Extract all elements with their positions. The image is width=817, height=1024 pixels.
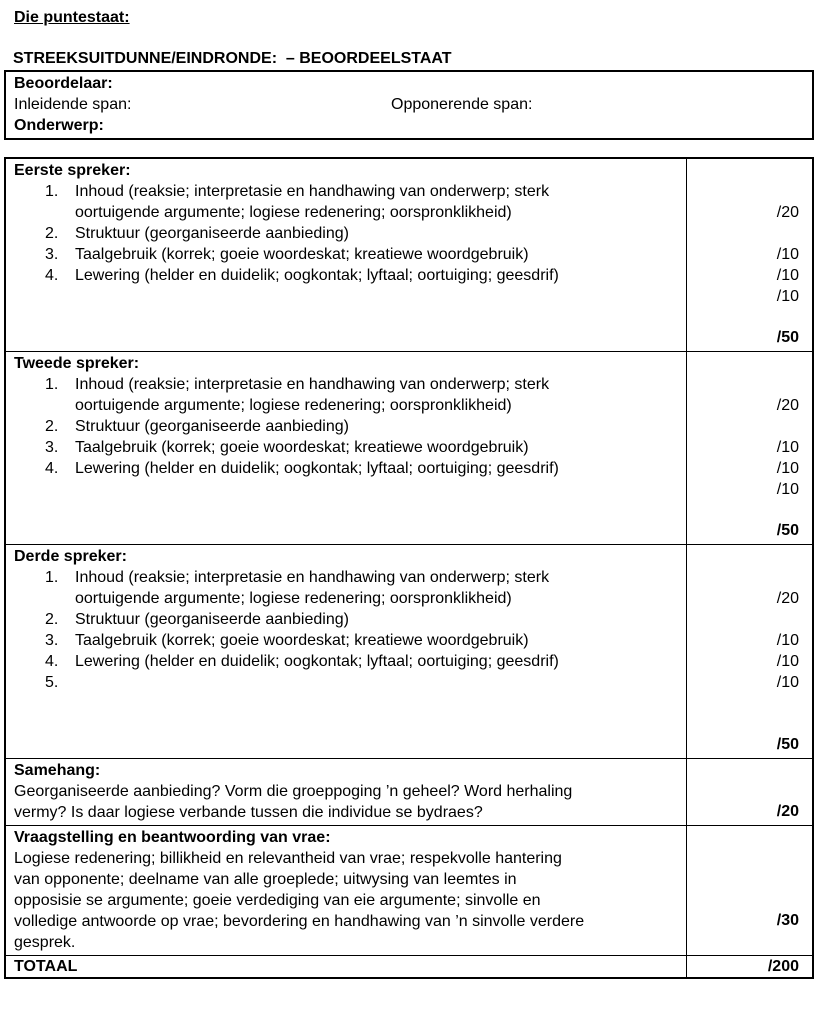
item-number: 3. <box>45 439 59 456</box>
score-inhoud: /20 <box>776 590 799 607</box>
section-subtotal: /50 <box>776 736 799 753</box>
section-heading: Tweede spreker: <box>14 355 140 372</box>
section-samehang <box>6 759 812 826</box>
item-number: 1. <box>45 376 59 393</box>
score-totaal: /200 <box>767 958 799 975</box>
score-vraagstelling: /30 <box>776 912 799 929</box>
criteria-item-taalgebruik <box>14 244 676 265</box>
section-subtotal: /50 <box>776 329 799 346</box>
item-text <box>75 672 676 693</box>
teams-row <box>14 94 804 115</box>
criteria-item-struktuur <box>14 223 676 244</box>
section-heading: Vraagstelling en beantwoording van vrae: <box>14 829 331 846</box>
criteria-item-inhoud <box>14 374 676 416</box>
score-inhoud: /20 <box>776 204 799 221</box>
header-box <box>4 70 814 140</box>
criteria-item-taalgebruik <box>14 630 676 651</box>
score-column <box>687 352 812 544</box>
item-text: Struktuur (georganiseerde aanbieding) <box>75 225 349 242</box>
score-column <box>687 826 812 955</box>
criteria-item-lewering <box>14 651 676 672</box>
section-heading: Eerste spreker: <box>14 162 131 179</box>
item-number: 2. <box>45 611 59 628</box>
criteria-item-struktuur <box>14 609 676 630</box>
item-number: 1. <box>45 569 59 586</box>
criteria-item-inhoud <box>14 181 676 223</box>
criteria-item-lewering <box>14 458 676 479</box>
totaal-label: TOTAAL <box>6 956 687 977</box>
item-text: Inhoud (reaksie; interpretasie en handhawing van onderwerp; sterk oortuigende argumente; logiese redenering; oorspronklikheid) <box>75 376 550 414</box>
item-text: Taalgebruik (korrek; goeie woordeskat; kreatiewe woordgebruik) <box>75 439 529 456</box>
section-heading: Derde spreker: <box>14 548 127 565</box>
proposing-team-label: Inleidende span: <box>14 96 132 113</box>
item-number: 3. <box>45 246 59 263</box>
score-inhoud: /20 <box>776 397 799 414</box>
score-taalgebruik: /10 <box>776 460 799 477</box>
vraagstelling-text: Logiese redenering; billikheid en relevantheid van vrae; respekvolle hantering van opponente; deelname van alle groeplede; uitwysing van leemtes in opposisie se argumente; goeie verdediging van eie argumente; sinvolle en volledige antwoorde op vrae; bevordering en handhawing van ’n sinvolle verdere gesprek. <box>14 850 585 951</box>
criteria-item-inhoud <box>14 567 676 609</box>
judge-label: Beoordelaar: <box>14 75 113 92</box>
score-lewering: /10 <box>776 288 799 305</box>
score-lewering: /10 <box>776 481 799 498</box>
item-number: 3. <box>45 632 59 649</box>
item-number: 5. <box>45 674 59 691</box>
item-text: Lewering (helder en duidelik; oogkontak; lyftaal; oortuiging; geesdrif) <box>75 267 559 284</box>
section-vraagstelling <box>6 826 812 956</box>
item-number: 4. <box>45 460 59 477</box>
criteria-cell <box>6 826 687 955</box>
opposing-team-label: Opponerende span: <box>391 96 533 113</box>
item-number: 1. <box>45 183 59 200</box>
item-text: Inhoud (reaksie; interpretasie en handhawing van onderwerp; sterk oortuigende argumente; logiese redenering; oorspronklikheid) <box>75 569 550 607</box>
criteria-cell <box>6 352 687 544</box>
document-title: Die puntestaat: <box>14 9 130 26</box>
score-struktuur: /10 <box>776 246 799 263</box>
document-subtitle: STREEKSUITDUNNE/EINDRONDE: – BEOORDEELSTAAT <box>13 50 452 67</box>
item-text: Inhoud (reaksie; interpretasie en handhawing van onderwerp; sterk oortuigende argumente; logiese redenering; oorspronklikheid) <box>75 183 550 221</box>
criteria-item-5 <box>14 672 676 693</box>
section-second-speaker <box>6 352 812 545</box>
score-column <box>687 759 812 825</box>
samehang-text: Georganiseerde aanbieding? Vorm die groeppoging ’n geheel? Word herhaling vermy? Is daar logiese verbande tussen die individue se bydraes? <box>14 783 573 821</box>
section-totaal <box>6 956 812 977</box>
item-text: Struktuur (georganiseerde aanbieding) <box>75 611 349 628</box>
section-third-speaker <box>6 545 812 759</box>
item-number: 4. <box>45 267 59 284</box>
topic-label: Onderwerp: <box>14 117 104 134</box>
score-taalgebruik: /10 <box>776 653 799 670</box>
item-text: Lewering (helder en duidelik; oogkontak; lyftaal; oortuiging; geesdrif) <box>75 460 559 477</box>
score-struktuur: /10 <box>776 632 799 649</box>
criteria-cell <box>6 759 687 825</box>
score-table <box>4 157 814 979</box>
item-text: Taalgebruik (korrek; goeie woordeskat; kreatiewe woordgebruik) <box>75 632 529 649</box>
score-lewering: /10 <box>776 674 799 691</box>
item-text: Taalgebruik (korrek; goeie woordeskat; kreatiewe woordgebruik) <box>75 246 529 263</box>
score-samehang: /20 <box>776 803 799 820</box>
item-number: 4. <box>45 653 59 670</box>
score-column <box>687 159 812 351</box>
score-struktuur: /10 <box>776 439 799 456</box>
score-column <box>687 545 812 758</box>
item-text: Lewering (helder en duidelik; oogkontak; lyftaal; oortuiging; geesdrif) <box>75 653 559 670</box>
criteria-cell <box>6 545 687 758</box>
section-first-speaker <box>6 159 812 352</box>
item-number: 2. <box>45 418 59 435</box>
criteria-cell <box>6 159 687 351</box>
criteria-item-struktuur <box>14 416 676 437</box>
section-heading: Samehang: <box>14 762 101 779</box>
score-taalgebruik: /10 <box>776 267 799 284</box>
criteria-item-lewering <box>14 265 676 286</box>
criteria-item-taalgebruik <box>14 437 676 458</box>
section-subtotal: /50 <box>776 522 799 539</box>
item-text: Struktuur (georganiseerde aanbieding) <box>75 418 349 435</box>
item-number: 2. <box>45 225 59 242</box>
score-column <box>687 956 812 977</box>
